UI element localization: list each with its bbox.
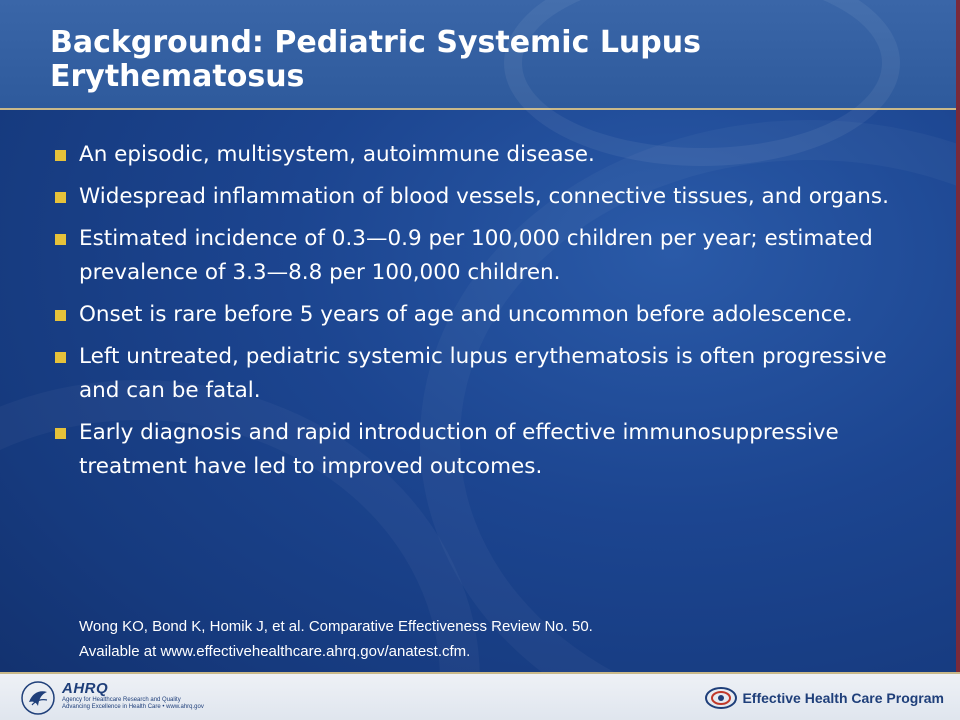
ahrq-logo bbox=[62, 680, 204, 711]
right-edge-accent bbox=[956, 0, 960, 720]
bullet-text: Early diagnosis and rapid introduction of effective immunosuppressive treatment have led to improved outcomes. bbox=[79, 420, 839, 479]
ehc-swirl-logo bbox=[704, 684, 738, 712]
ehc-program-logo bbox=[704, 684, 944, 712]
program-name: Effective Health Care Program bbox=[742, 690, 944, 706]
bullet-text: Onset is rare before 5 years of age and uncommon before adolescence. bbox=[79, 302, 853, 327]
title-bar bbox=[0, 0, 960, 110]
bullet-text: Left untreated, pediatric systemic lupus erythematosis is often progressive and can be fatal. bbox=[79, 344, 887, 403]
square-bullet-icon bbox=[55, 428, 66, 439]
hhs-eagle-logo bbox=[20, 680, 56, 716]
bullet-text: Widespread inflammation of blood vessels, connective tissues, and organs. bbox=[79, 184, 889, 209]
citation-line: Available at www.effectivehealthcare.ahrq.gov/anatest.cfm. bbox=[79, 643, 471, 660]
square-bullet-icon bbox=[55, 310, 66, 321]
citation-line: Wong KO, Bond K, Homik J, et al. Comparative Effectiveness Review No. 50. bbox=[79, 618, 593, 635]
citation bbox=[79, 614, 879, 664]
bullet-item bbox=[52, 340, 922, 408]
square-bullet-icon bbox=[55, 192, 66, 203]
square-bullet-icon bbox=[55, 150, 66, 161]
bullet-item bbox=[52, 222, 922, 290]
square-bullet-icon bbox=[55, 352, 66, 363]
bullet-list bbox=[52, 138, 922, 492]
bullet-item bbox=[52, 180, 922, 214]
bullet-text: Estimated incidence of 0.3—0.9 per 100,000 children per year; estimated prevalence of 3.3—8.8 per 100,000 children. bbox=[79, 226, 873, 285]
ahrq-mark: AHRQ bbox=[62, 680, 109, 697]
ahrq-name: Agency for Healthcare Research and Quality bbox=[62, 697, 181, 703]
square-bullet-icon bbox=[55, 234, 66, 245]
bullet-item bbox=[52, 138, 922, 172]
bullet-item bbox=[52, 298, 922, 332]
slide-title: Background: Pediatric Systemic Lupus Erythematosus bbox=[50, 25, 701, 94]
footer bbox=[0, 672, 960, 720]
ahrq-tagline: Advancing Excellence in Health Care • www.ahrq.gov bbox=[62, 704, 204, 710]
bullet-item bbox=[52, 416, 922, 484]
bullet-text: An episodic, multisystem, autoimmune disease. bbox=[79, 142, 595, 167]
